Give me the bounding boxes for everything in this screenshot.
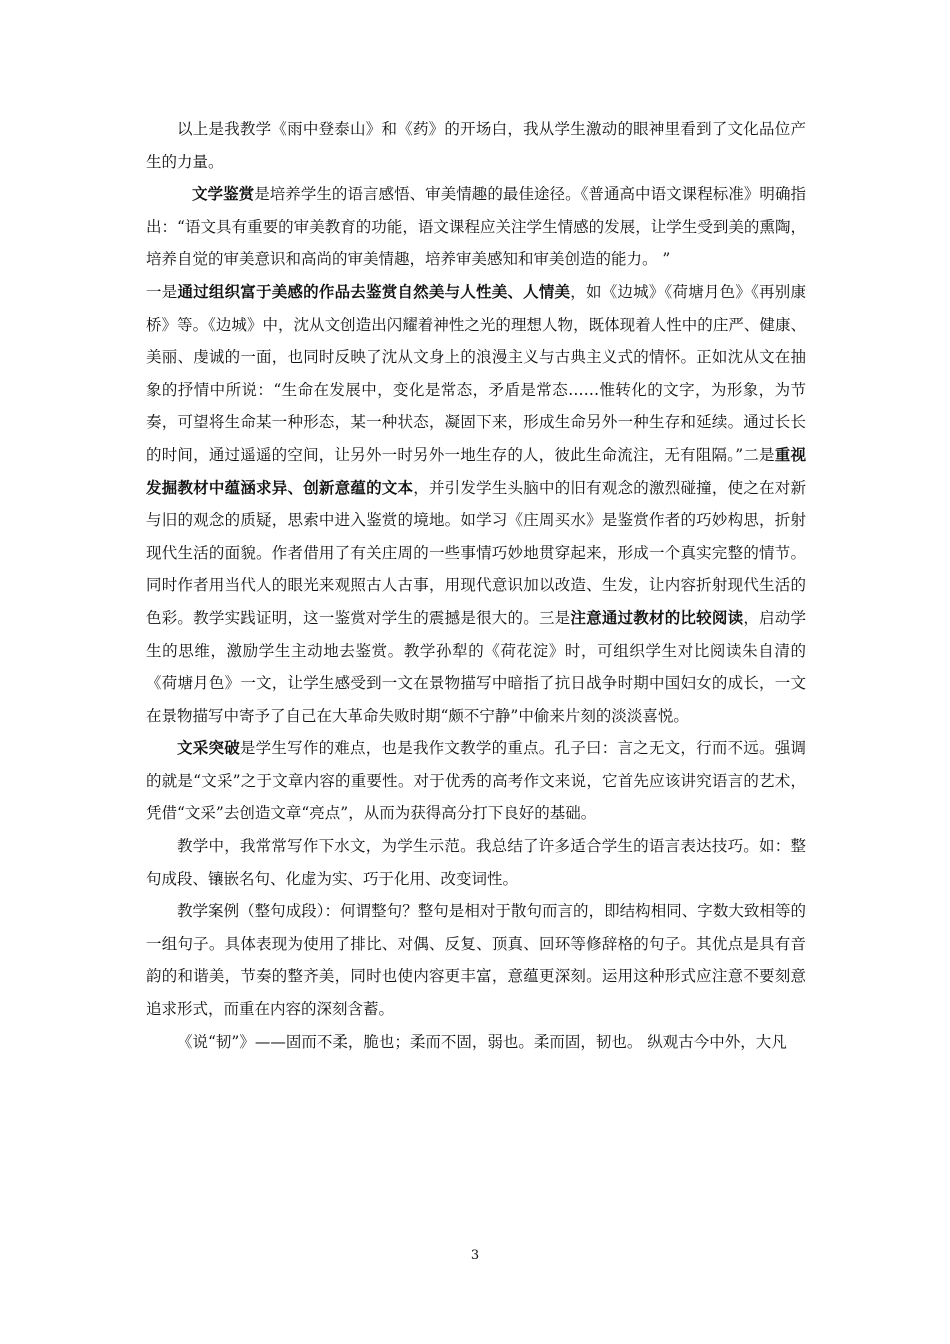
paragraph [146, 1026, 806, 1059]
bold-text: 文学鉴赏 [192, 184, 255, 204]
paragraph-text: ，并引发学生头脑中的旧有观念的激烈碰撞，使之在对新与旧的观念的质疑，思索中进入鉴赏的境地。如学习《庄周买水》是鉴赏作者的巧妙构思，折射现代生活的面貌。作者借用了有关庄周的一些事情巧妙地贯穿起来，形成一个真实完整的情节。同时作者用当代人的眼光来观照古人古事，用现代意识加以改造、生发，让内容折射现代生活的色彩。教学实践证明，这一鉴赏对学生的震撼是很大的。三是 [146, 478, 806, 627]
paragraph-text: 是学生写作的难点，也是我作文教学的重点。孔子曰：言之无文，行而不远。强调的就是“文采”之于文章内容的重要性。对于优秀的高考作文来说，它首先应该讲究语言的艺术，凭借“文采”去创造文章“亮点”，从而为获得高分打下良好的基础。 [146, 739, 806, 823]
paragraph [146, 276, 806, 732]
paragraph-text: 一是 [146, 282, 178, 301]
paragraph-text: 教学中，我常常写作下水文，为学生示范。我总结了许多适合学生的语言表达技巧。如：整句成段、镶嵌名句、化虚为实、巧于化用、改变词性。 [146, 837, 806, 888]
paragraph [146, 895, 806, 1025]
paragraph-text: 以上是我教学《雨中登泰山》和《药》的开场白，我从学生激动的眼神里看到了文化品位产生的力量。 [146, 120, 806, 171]
bold-text: 注意通过教材的比较阅读 [570, 607, 744, 627]
paragraph-text: 教学案例（整句成段）：何谓整句？整句是相对于散句而言的，即结构相同、字数大致相等的一组句子。具体表现为使用了排比、对偶、反复、顶真、回环等修辞格的句子。其优点是具有音韵的和谐美，节奏的整齐美，同时也使内容更丰富，意蕴更深刻。运用这种形式应注意不要刻意追求形式，而重在内容的深刻含蓄。 [146, 902, 806, 1019]
paragraph [146, 113, 806, 178]
paragraph-text: 《说“韧”》——固而不柔，脆也；柔而不固，弱也。柔而固，韧也。 纵观古今中外，大凡 [177, 1032, 787, 1051]
paragraph-text: 是培养学生的语言感悟、审美情趣的最佳途径。《普通高中语文课程标准》明确指出：“语文具有重要的审美教育的功能，语文课程应关注学生情感的发展，让学生受到美的熏陶，培养自觉的审美意识和高尚的审美情趣，培养审美感知和审美创造的能力。 ” [146, 185, 806, 269]
document-body [146, 113, 806, 1058]
paragraph [146, 178, 806, 276]
bold-text: 文采突破 [177, 738, 240, 758]
bold-text: 重视发掘教材中蕴涵求异、创新意蕴的文本 [146, 444, 806, 497]
paragraph [146, 732, 806, 830]
paragraph-text: ，如《边城》《荷塘月色》《再别康桥》等。《边城》中，沈从文创造出闪耀着神性之光的理想人物，既体现着人性中的庄严、健康、美丽、虔诚的一面，也同时反映了沈从文身上的浪漫主义与古典主义式的情怀。正如沈从文在抽象的抒情中所说：“生命在发展中，变化是常态，矛盾是常态……惟转化的文字，为形象，为节奏，可望将生命某一种形态，某一种状态，凝固下来，形成生命另外一种生存和延续。通过长长的时间，通过遥遥的空间，让另外一时另外一地生存的人，彼此生命流注，无有阻隔。”二是 [146, 282, 806, 464]
page-number: 3 [470, 1248, 480, 1263]
paragraph [146, 830, 806, 895]
bold-text: 通过组织富于美感的作品去鉴赏自然美与人性美、人情美 [177, 281, 571, 301]
paragraph-text: ，启动学生的思维，激励学生主动地去鉴赏。教学孙犁的《荷花淀》时，可组织学生对比阅读朱自清的《荷塘月色》一文，让学生感受到一文在景物描写中暗指了抗日战争时期中国妇女的成长，一文在景物描写中寄予了自己在大革命失败时期“颇不宁静”中偷来片刻的淡淡喜悦。 [146, 608, 806, 725]
